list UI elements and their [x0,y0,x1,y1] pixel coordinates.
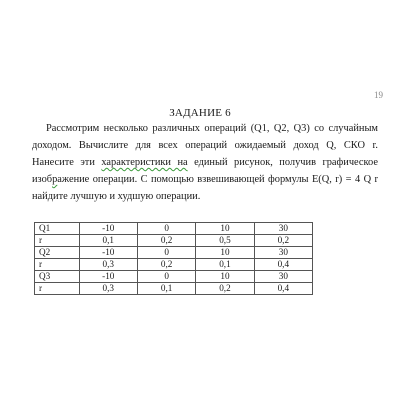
table-cell: 30 [254,247,312,259]
table-cell: 10 [196,247,254,259]
table-cell: 0,2 [137,259,195,271]
table-cell: 0,3 [79,283,137,295]
table-cell: 0,2 [137,235,195,247]
table-cell: 30 [254,271,312,283]
paragraph-line-5 [32,190,200,203]
table-cell: 0,1 [137,283,195,295]
table-row [35,235,313,247]
page-number: 19 [374,90,383,100]
data-table-body [35,223,313,295]
table-cell: 0,4 [254,283,312,295]
spellcheck-underlined-word: характеристики на [101,157,188,168]
table-cell: -10 [79,223,137,235]
table-cell: 0,1 [79,235,137,247]
table-row [35,259,313,271]
table-row [35,247,313,259]
table-row [35,271,313,283]
row-label: Q1 [35,223,80,235]
table-cell: 0,1 [196,259,254,271]
paragraph-line-3-pre: Нанесите эти [32,157,102,168]
paragraph-line-4-post: ажение операции. С помощью взвешивающей формулы E(Q, r) = 4 Q r [57,174,378,185]
task-title: ЗАДАНИЕ 6 [169,107,231,119]
paragraph-line-2 [32,139,378,152]
table-cell: 10 [196,271,254,283]
paragraph-line-1-text: Рассмотрим несколько различных операций (Q1, Q2, Q3) со случайным [46,123,378,134]
paragraph-line-3-post: единый рисунок, получив графическое [187,157,378,168]
paragraph-line-4 [32,173,378,186]
data-table [34,222,313,295]
paragraph-line-3 [32,156,378,169]
table-cell: 0,3 [79,259,137,271]
table-cell: 0 [137,271,195,283]
table-row [35,223,313,235]
row-label: r [35,283,80,295]
paragraph-line-2-text: доходом. Вычислите для всех операций ожидаемый доход Q, СКО r. [32,140,378,151]
table-cell: 0,2 [254,235,312,247]
table-cell: 0,5 [196,235,254,247]
table-cell: 30 [254,223,312,235]
row-label: r [35,259,80,271]
row-label: r [35,235,80,247]
table-cell: 0 [137,247,195,259]
paragraph-line-1 [46,122,378,135]
spellcheck-underlined-letter: р [52,174,58,185]
table-row [35,283,313,295]
paragraph-line-5-text: найдите лучшую и худшую операции. [32,191,201,202]
row-label: Q2 [35,247,80,259]
table-cell: -10 [79,247,137,259]
table-cell: -10 [79,271,137,283]
table-cell: 0,4 [254,259,312,271]
table-cell: 0 [137,223,195,235]
paragraph-line-4-pre: изоб [32,174,53,185]
row-label: Q3 [35,271,80,283]
table-cell: 0,2 [196,283,254,295]
table-cell: 10 [196,223,254,235]
